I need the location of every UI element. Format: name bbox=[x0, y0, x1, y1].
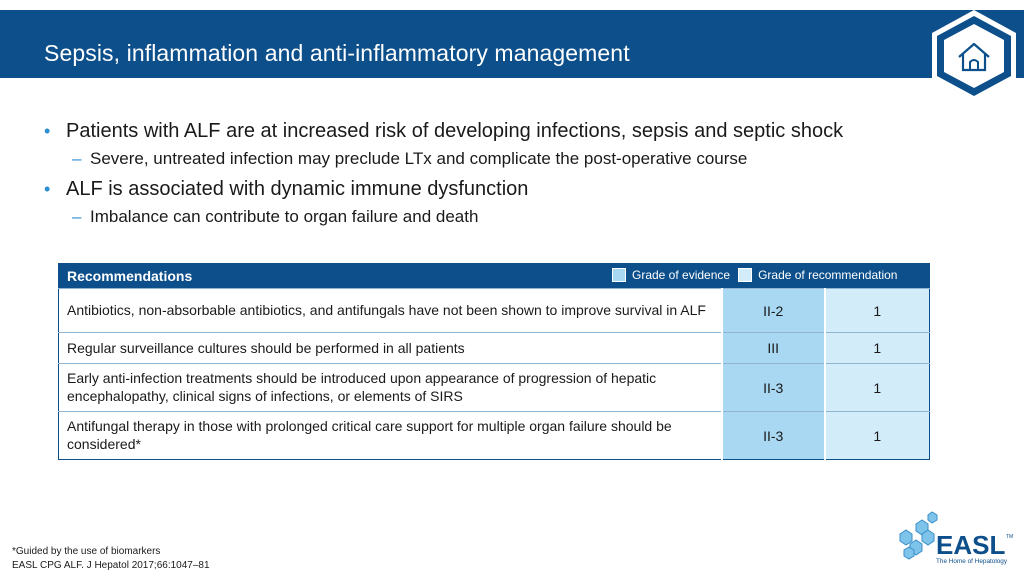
table-row bbox=[59, 364, 930, 412]
legend-recommendation-label: Grade of recommendation bbox=[758, 268, 898, 282]
grade-of-evidence-cell: III bbox=[722, 333, 825, 364]
legend-swatch-evidence bbox=[612, 268, 626, 282]
title-bar bbox=[0, 10, 1024, 78]
sub-bullet-item bbox=[44, 205, 944, 229]
grade-of-recommendation-cell: 1 bbox=[825, 333, 930, 364]
logo-text: EASL bbox=[936, 530, 1006, 560]
bullet-dot: • bbox=[44, 179, 51, 199]
citation: EASL CPG ALF. J Hepatol 2017;66:1047–81 bbox=[12, 560, 210, 571]
bullet-item bbox=[44, 176, 944, 202]
logo-tagline: The Home of Hepatology bbox=[936, 558, 1008, 565]
sub-bullet-text: Severe, untreated infection may preclude LTx and complicate the post-operative course bbox=[90, 149, 748, 168]
legend-swatch-recommendation bbox=[738, 268, 752, 282]
grade-of-evidence-cell: II-2 bbox=[722, 289, 825, 333]
recommendation-text: Regular surveillance cultures should be performed in all patients bbox=[59, 333, 722, 364]
recommendations-table bbox=[58, 263, 930, 460]
bullet-list bbox=[44, 118, 944, 234]
grade-of-recommendation-cell: 1 bbox=[825, 412, 930, 460]
recommendation-text: Antibiotics, non-absorbable antibiotics, and antifungals have not been shown to improve survival in ALF bbox=[59, 289, 722, 333]
home-icon bbox=[928, 8, 1020, 104]
legend-evidence-label: Grade of evidence bbox=[632, 268, 731, 282]
bullet-text: Patients with ALF are at increased risk of developing infections, sepsis and septic shock bbox=[66, 120, 844, 142]
legend-recommendation bbox=[738, 268, 897, 282]
grade-legend bbox=[612, 268, 905, 282]
sub-bullet-text: Imbalance can contribute to organ failure and death bbox=[90, 207, 479, 226]
table-row bbox=[59, 333, 930, 364]
home-button[interactable] bbox=[928, 8, 1020, 104]
sub-bullet-dash: – bbox=[72, 207, 82, 226]
logo-tm: TM bbox=[1006, 534, 1014, 540]
bullet-text: ALF is associated with dynamic immune dysfunction bbox=[66, 178, 529, 200]
table-row bbox=[59, 289, 930, 333]
grade-of-recommendation-cell: 1 bbox=[825, 289, 930, 333]
bullet-item bbox=[44, 118, 944, 144]
page-title: Sepsis, inflammation and anti-inflammatory management bbox=[44, 40, 630, 66]
sub-bullet-dash: – bbox=[72, 149, 82, 168]
table-row bbox=[59, 412, 930, 460]
easl-logo bbox=[896, 502, 1016, 572]
recommendation-text: Antifungal therapy in those with prolonged critical care support for multiple organ failure should be considered* bbox=[59, 412, 722, 460]
recommendation-text: Early anti-infection treatments should be introduced upon appearance of progression of hepatic encephalopathy, clinical signs of infections, or elements of SIRS bbox=[59, 364, 722, 412]
table-header-label: Recommendations bbox=[67, 268, 193, 284]
grade-of-evidence-cell: II-3 bbox=[722, 364, 825, 412]
footer bbox=[12, 545, 210, 573]
grade-of-recommendation-cell: 1 bbox=[825, 364, 930, 412]
grade-of-evidence-cell: II-3 bbox=[722, 412, 825, 460]
footnote: *Guided by the use of biomarkers bbox=[12, 546, 161, 557]
bullet-dot: • bbox=[44, 121, 51, 141]
easl-hexagon-icon bbox=[896, 502, 1016, 572]
legend-evidence bbox=[612, 268, 730, 282]
sub-bullet-item bbox=[44, 147, 944, 171]
